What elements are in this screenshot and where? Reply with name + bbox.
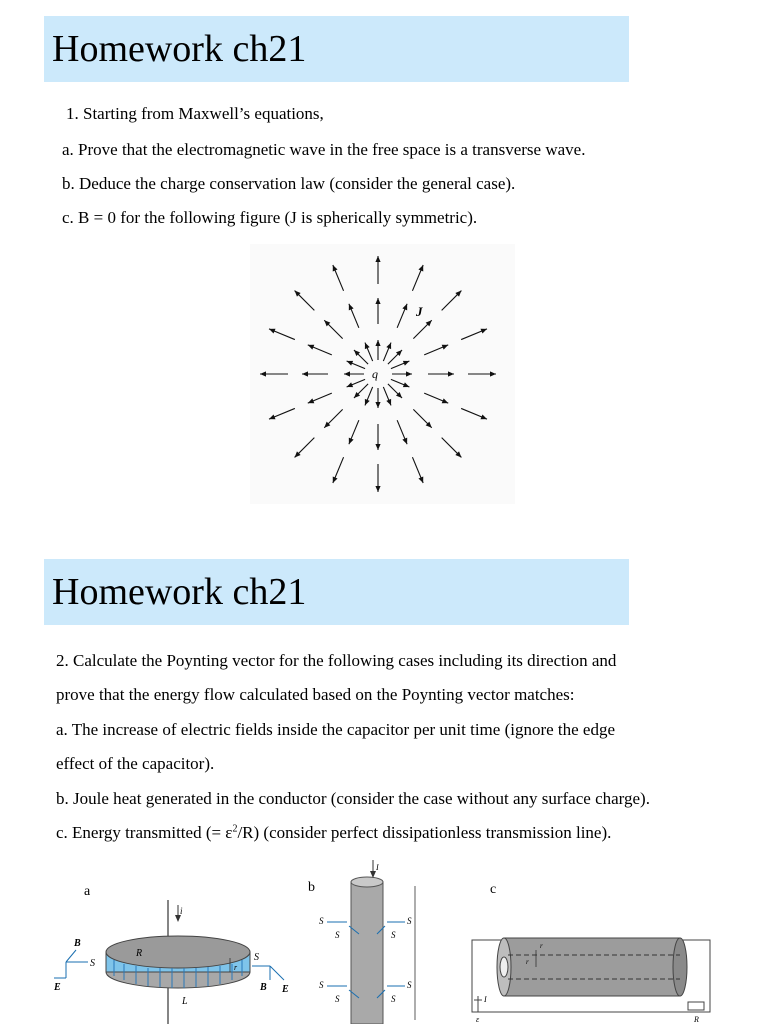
q2-part-a-line2: effect of the capacitor). [56, 754, 215, 773]
cond-S-4: S [391, 930, 396, 940]
q1-part-a: a. Prove that the electromagnetic wave in the free space is a transverse wave. [62, 140, 586, 159]
q2-part-c-sup: 2 [232, 823, 238, 835]
cap-r-label: r [234, 963, 238, 972]
tl-r2-label: r [540, 942, 543, 950]
q2-part-c-pre: c. Energy transmitted (= ε [56, 823, 233, 842]
q1-intro: 1. Starting from Maxwell’s equations, [66, 104, 324, 123]
cond-S-2: S [335, 930, 340, 940]
cond-S-3: S [407, 916, 412, 926]
cap-B-left: B [74, 938, 81, 949]
slide2-title-bar [44, 559, 629, 625]
cap-E-right: E [282, 984, 289, 995]
q2-line1: 2. Calculate the Poynting vector for the following cases including its direction and [56, 651, 617, 670]
tl-I-label: I [484, 995, 487, 1004]
tl-emf-label: ε [476, 1015, 480, 1024]
cap-R-label: R [136, 948, 143, 959]
figure-b-label: b [308, 880, 315, 895]
cond-I-label: I [376, 863, 379, 872]
q2-part-b: b. Joule heat generated in the conductor (consider the case without any surface charge). [56, 789, 650, 808]
cap-S-left: S [90, 958, 95, 969]
figure-c-label: c [490, 882, 497, 897]
conductor-figure [315, 860, 425, 1024]
cap-E-left: E [54, 982, 61, 993]
cond-S-7: S [407, 980, 412, 990]
q2-part-c [56, 823, 611, 843]
cond-S-6: S [335, 994, 340, 1004]
cap-i-label: i [180, 906, 183, 916]
cond-S-5: S [319, 980, 324, 990]
q2-part-c-post: /R) (consider perfect dissipationless transmission line). [237, 823, 612, 842]
cap-B-right: B [260, 982, 267, 993]
q1-part-c: c. B = 0 for the following figure (J is spherically symmetric). [62, 208, 478, 227]
tl-r1-label: r [526, 958, 529, 966]
cap-L-label: L [182, 996, 188, 1007]
transmission-line-figure [470, 930, 715, 1024]
charge-label: q [372, 367, 378, 381]
capacitor-figure [48, 900, 298, 1024]
q2-part-a-line1: a. The increase of electric fields inside the capacitor per unit time (ignore the edge [56, 720, 616, 739]
figure-a-label: a [84, 884, 91, 899]
slide2-title: Homework ch21 [52, 571, 307, 613]
tl-R-label: R [694, 1015, 699, 1024]
slide1-title: Homework ch21 [52, 28, 307, 70]
q1-part-b: b. Deduce the charge conservation law (consider the general case). [62, 174, 516, 193]
radial-current-figure [250, 244, 515, 504]
q2-line2: prove that the energy flow calculated based on the Poynting vector matches: [56, 685, 575, 704]
cond-S-1: S [319, 916, 324, 926]
slide1-title-bar [44, 16, 629, 82]
cap-S-right: S [254, 952, 259, 963]
current-label: J [416, 304, 423, 319]
cond-S-8: S [391, 994, 396, 1004]
